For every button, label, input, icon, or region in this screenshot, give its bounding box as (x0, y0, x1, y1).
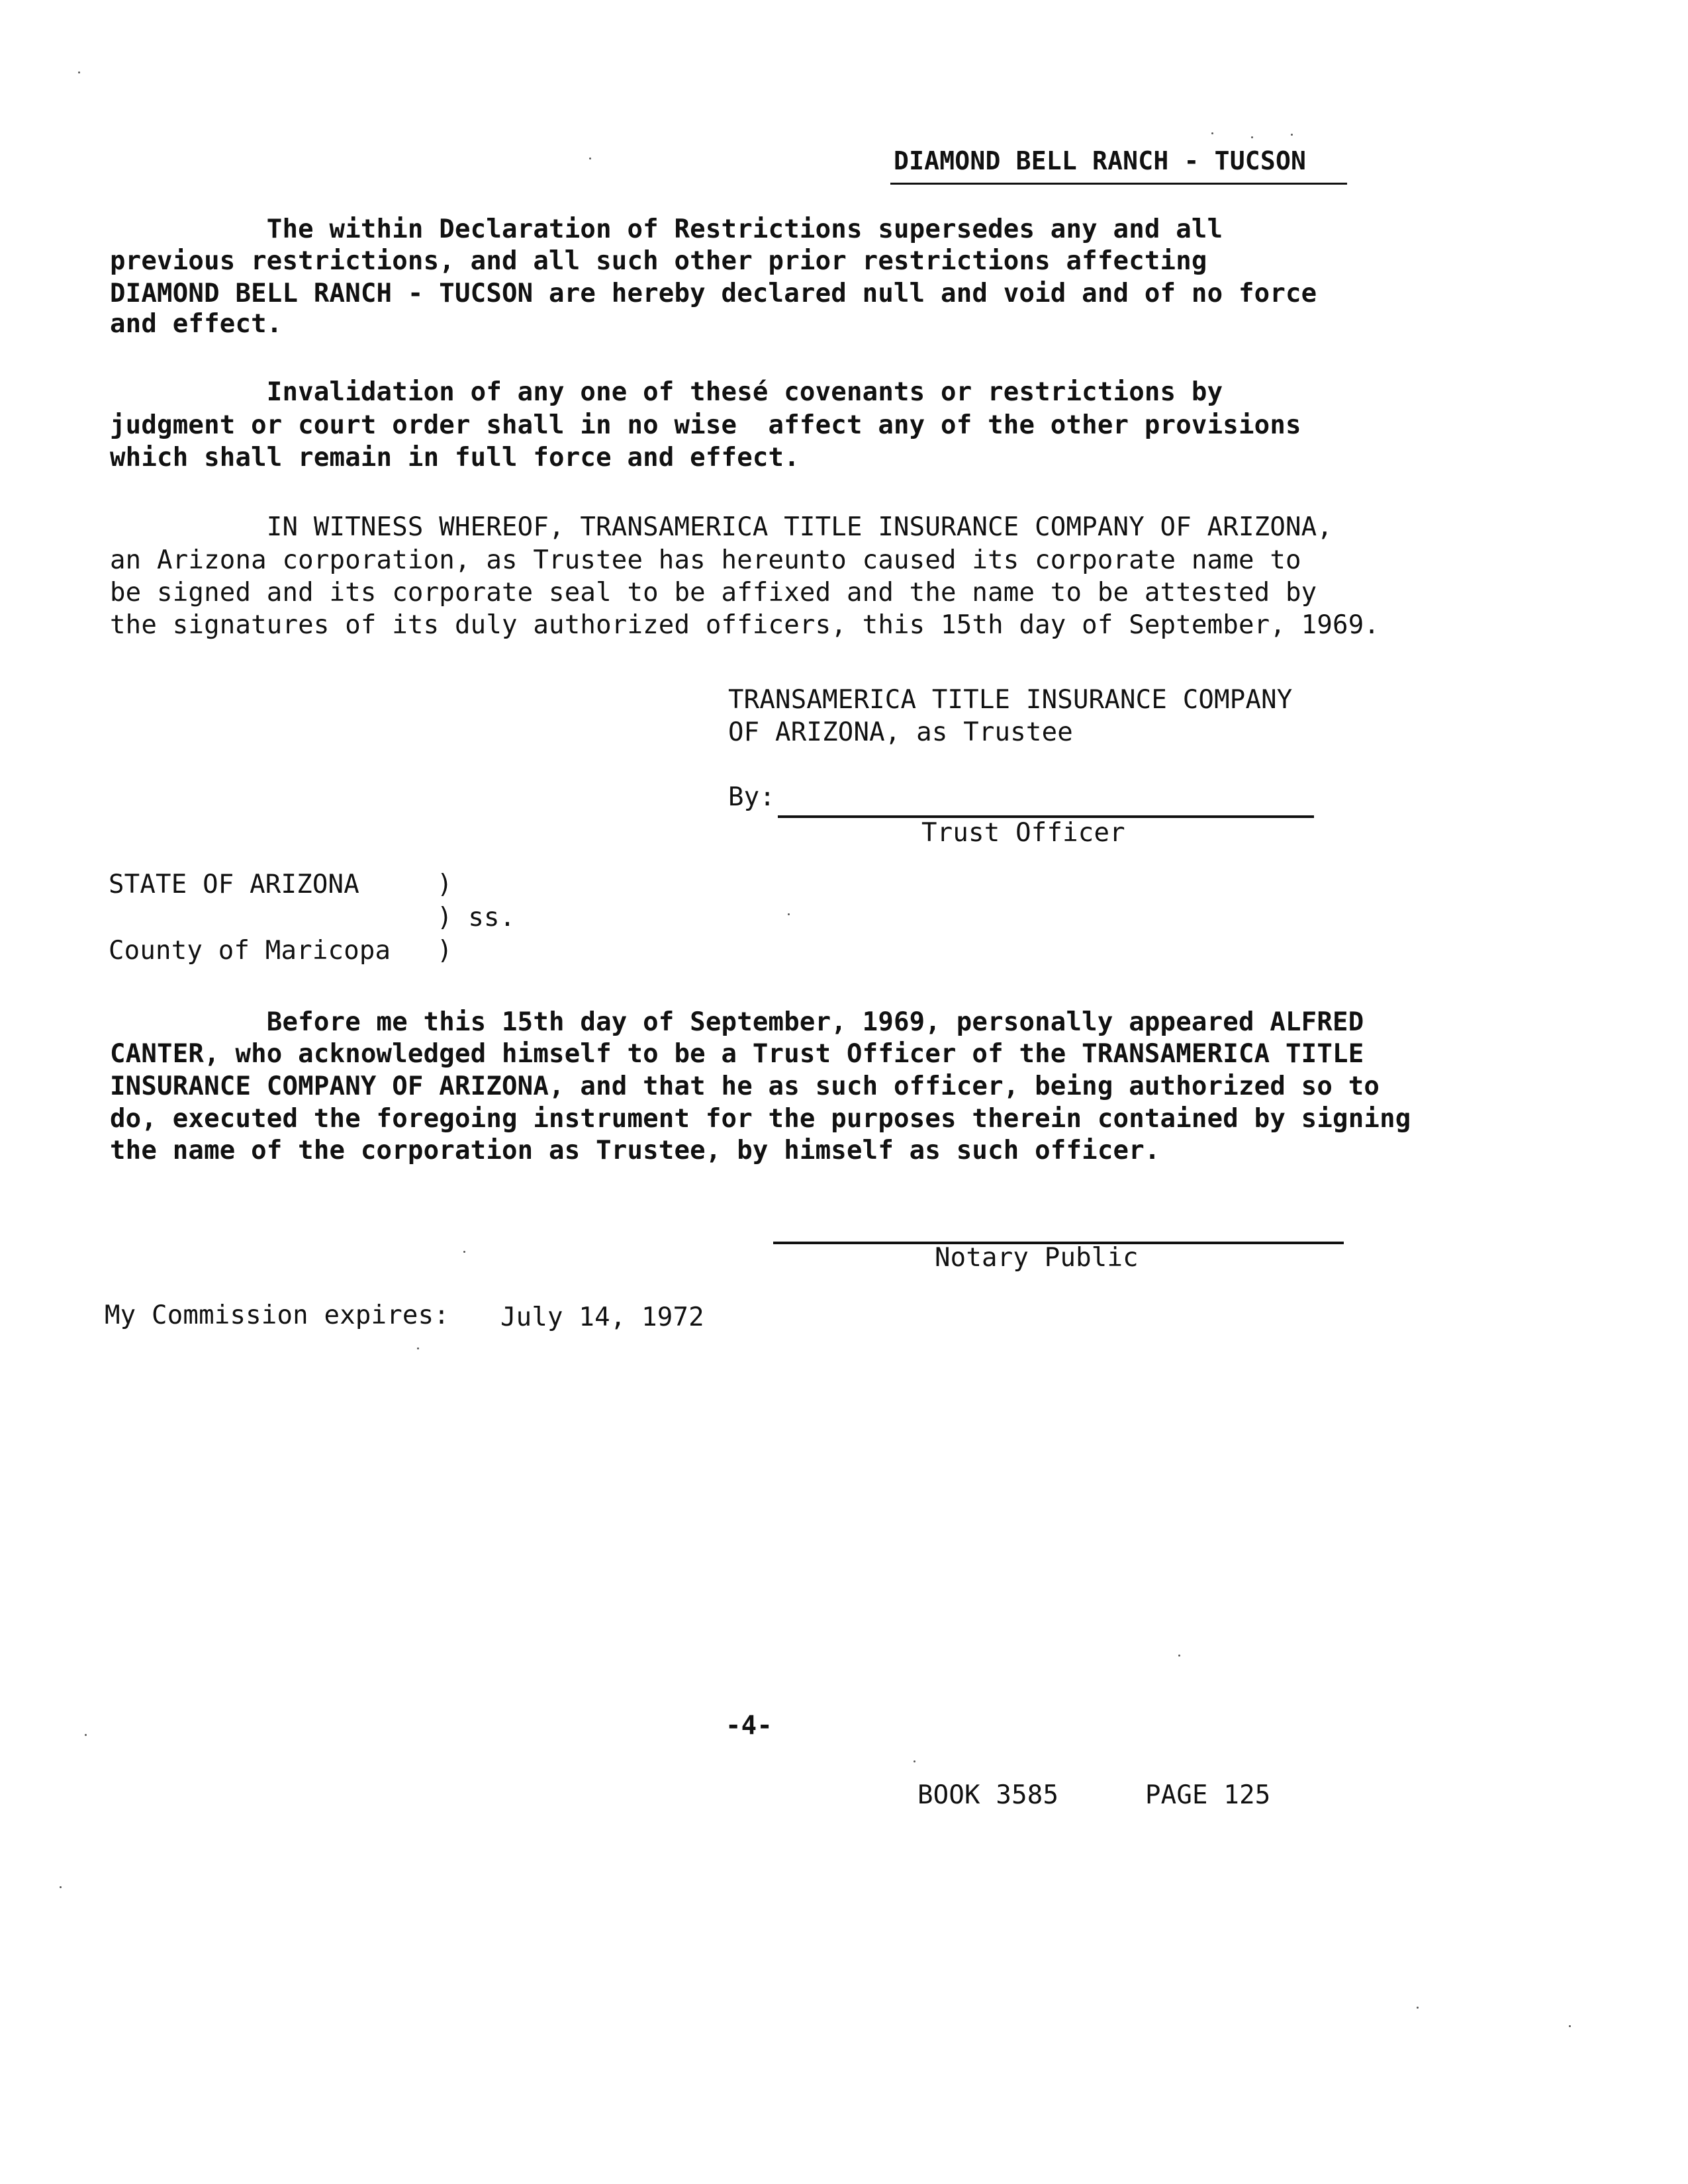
paragraph-line: The within Declaration of Restrictions supersedes any and all (110, 214, 1223, 244)
book-number: BOOK 3585 (917, 1780, 1059, 1810)
venue-ss: ) ss. (437, 903, 516, 933)
scan-speck (463, 1251, 465, 1253)
scan-speck (1417, 2007, 1419, 2009)
page-number: -4- (726, 1711, 773, 1741)
venue-paren: ) (437, 936, 453, 966)
paragraph-line: the signatures of its duly authorized officers, this 15th day of September, 1969. (110, 610, 1380, 640)
scan-speck (1178, 1655, 1180, 1657)
paragraph-line: previous restrictions, and all such other prior restrictions affecting (110, 246, 1207, 276)
paragraph-line: Invalidation of any one of thesé covenants or restrictions by (110, 377, 1223, 407)
paragraph-line: do, executed the foregoing instrument for the purposes therein contained by signing (110, 1104, 1411, 1134)
scan-speck (1251, 136, 1253, 138)
paragraph-line: judgment or court order shall in no wise affect any of the other provisions (110, 410, 1301, 440)
scan-speck (60, 1886, 62, 1888)
paragraph-line: DIAMOND BELL RANCH - TUCSON are hereby declared null and void and of no force (110, 279, 1317, 308)
commission-date: July 14, 1972 (500, 1302, 704, 1332)
company-name-line2: OF ARIZONA, as Trustee (728, 717, 1073, 747)
venue-paren: ) (437, 870, 453, 899)
paragraph-line: IN WITNESS WHEREOF, TRANSAMERICA TITLE INSURANCE COMPANY OF ARIZONA, (110, 512, 1333, 542)
paragraph-line: the name of the corporation as Trustee, by himself as such officer. (110, 1136, 1160, 1165)
notary-label: Notary Public (935, 1243, 1139, 1273)
scan-speck (914, 1760, 915, 1762)
scan-speck (788, 913, 790, 915)
page-reference: PAGE 125 (1145, 1780, 1271, 1810)
signer-title: Trust Officer (921, 818, 1125, 848)
commission-label: My Commission expires: (105, 1300, 449, 1330)
paragraph-line: be signed and its corporate seal to be affixed and the name to be attested by (110, 578, 1317, 608)
paragraph-line: which shall remain in full force and effect. (110, 443, 800, 473)
paragraph-line: an Arizona corporation, as Trustee has hereunto caused its corporate name to (110, 545, 1301, 575)
scan-speck (417, 1347, 419, 1349)
paragraph-line: and effect. (110, 309, 283, 339)
scan-speck (589, 158, 591, 159)
scan-speck (85, 1734, 87, 1736)
paragraph-line: Before me this 15th day of September, 1969, personally appeared ALFRED (110, 1007, 1364, 1037)
venue-state: STATE OF ARIZONA (109, 870, 359, 899)
company-name-line1: TRANSAMERICA TITLE INSURANCE COMPANY (728, 685, 1293, 715)
scan-speck (1211, 132, 1213, 134)
by-label: By: (728, 782, 776, 812)
document-header-title: DIAMOND BELL RANCH - TUCSON (894, 146, 1307, 175)
paragraph-line: INSURANCE COMPANY OF ARIZONA, and that he as such officer, being authorized so to (110, 1071, 1380, 1101)
header-underline (890, 183, 1347, 185)
paragraph-line: CANTER, who acknowledged himself to be a Trust Officer of the TRANSAMERICA TITLE (110, 1039, 1364, 1069)
scan-speck (1569, 2025, 1571, 2027)
scan-speck (78, 71, 80, 73)
scan-speck (1291, 134, 1293, 136)
venue-county: County of Maricopa (109, 936, 391, 966)
